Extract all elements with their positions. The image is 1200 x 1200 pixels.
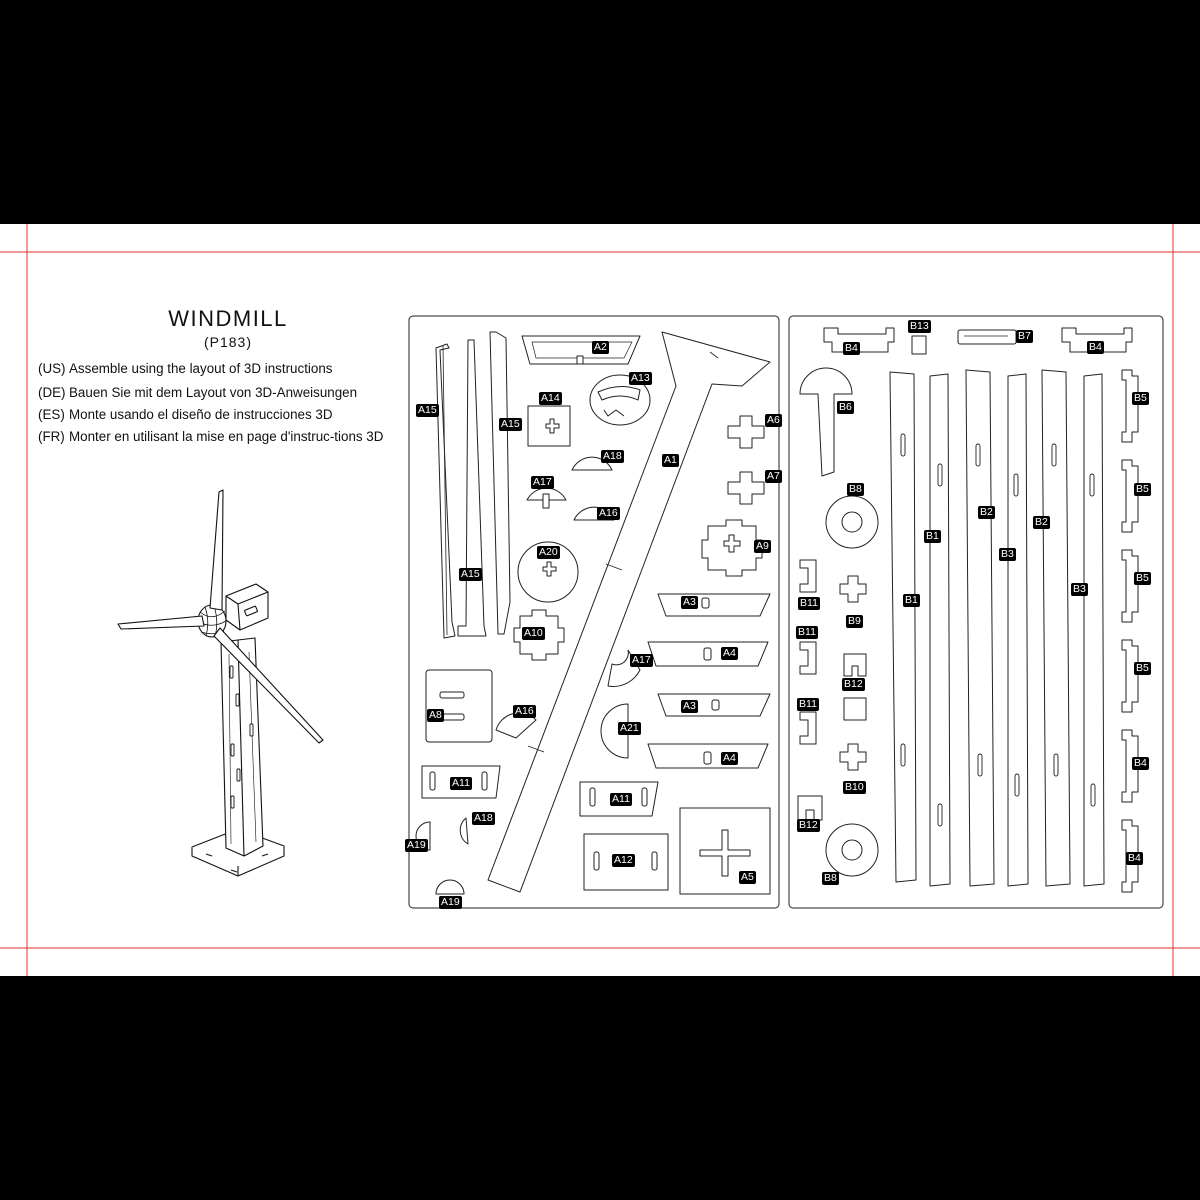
instruction-es [38, 408, 408, 421]
part-label: A10 [524, 627, 543, 639]
part-label: B8 [849, 483, 862, 495]
part-label: B4 [1128, 852, 1141, 864]
part-label: B5 [1136, 572, 1149, 584]
part-label: A15 [461, 568, 480, 580]
part-label: A12 [614, 854, 633, 866]
lang-code: (ES) [38, 407, 65, 422]
part-label: A14 [541, 392, 560, 404]
instruction-text: Bauen Sie mit dem Layout von 3D-Anweisungen [69, 385, 358, 400]
page-title: WINDMILL [168, 306, 288, 331]
part-label: A11 [612, 793, 630, 805]
part-label: A3 [683, 700, 696, 712]
part-label: B3 [1001, 548, 1014, 560]
part-label: B5 [1134, 392, 1147, 404]
part-label: A19 [407, 839, 426, 851]
part-label: B4 [1134, 757, 1147, 769]
part-label: B1 [905, 594, 918, 606]
part-label: B7 [1018, 330, 1031, 342]
part-label: B12 [799, 819, 818, 831]
part-label: A16 [515, 705, 534, 717]
part-label: A11 [452, 777, 470, 789]
instruction-text: Assemble using the layout of 3D instructions [69, 361, 333, 376]
part-label: A1 [664, 454, 677, 466]
part-label: A16 [599, 507, 618, 519]
lang-code: (FR) [38, 429, 65, 444]
windmill-illustration [118, 490, 323, 876]
part-label: A20 [539, 546, 558, 558]
instruction-sheet [0, 224, 1200, 976]
part-label: A18 [474, 812, 493, 824]
part-label: A7 [767, 470, 780, 482]
part-label: A15 [501, 418, 520, 430]
part-label: A8 [429, 709, 442, 721]
part-label: A18 [603, 450, 622, 462]
part-label: B2 [1035, 516, 1048, 528]
part-label: B4 [1089, 341, 1102, 353]
part-label: A21 [620, 722, 639, 734]
lang-code: (DE) [38, 385, 66, 400]
lang-code: (US) [38, 361, 66, 376]
part-label: B8 [824, 872, 837, 884]
part-label: A19 [441, 896, 460, 908]
part-label: A15 [418, 404, 437, 416]
part-label: A17 [632, 654, 651, 666]
instruction-us [38, 362, 408, 375]
instruction-text: Monte usando el diseño de instrucciones 3D [69, 407, 333, 422]
part-label: A2 [594, 341, 607, 353]
part-label: B11 [799, 698, 817, 710]
part-label: B5 [1136, 483, 1149, 495]
part-label: A4 [723, 752, 736, 764]
part-label: A13 [631, 372, 650, 384]
part-label: A3 [683, 596, 696, 608]
part-label: A9 [756, 540, 769, 552]
part-label: B5 [1136, 662, 1149, 674]
part-label: A4 [723, 647, 736, 659]
part-label: B1 [926, 530, 939, 542]
part-label: A6 [767, 414, 780, 426]
part-label: B2 [980, 506, 993, 518]
part-label: B11 [798, 626, 816, 638]
sheet-a [409, 316, 779, 908]
part-label: B4 [845, 342, 858, 354]
part-label: B6 [839, 401, 852, 413]
product-code: (P183) [203, 334, 253, 350]
part-label: B3 [1073, 583, 1086, 595]
part-label: A17 [533, 476, 552, 488]
part-label: B13 [910, 320, 929, 332]
part-label: B12 [844, 678, 863, 690]
part-label: B11 [800, 597, 818, 609]
instruction-de [38, 386, 408, 399]
part-label: B9 [848, 615, 861, 627]
instruction-fr [38, 430, 408, 443]
instruction-text: Monter en utilisant la mise en page d'instruc-tions 3D [69, 429, 384, 444]
part-label: B10 [845, 781, 864, 793]
part-label: A5 [741, 871, 754, 883]
